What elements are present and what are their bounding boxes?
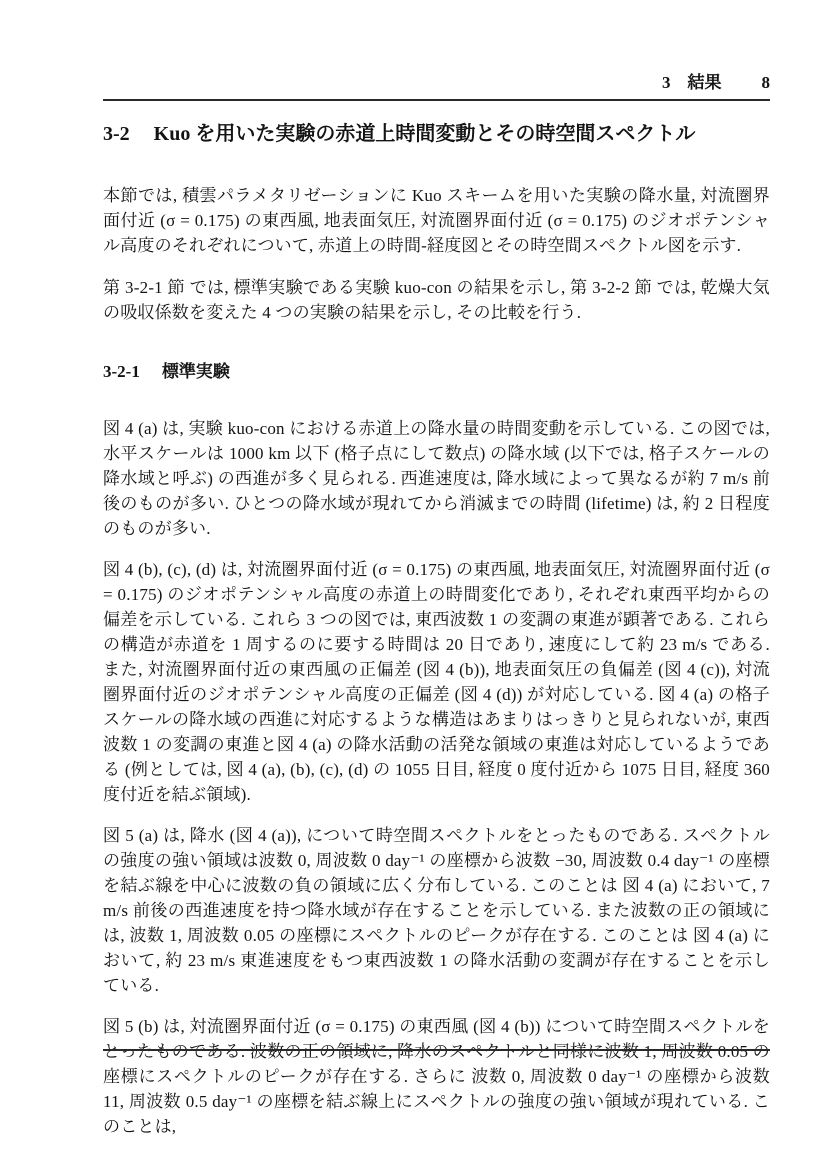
section-heading [103,120,770,148]
running-head-section-number: 3 [662,73,671,92]
text-block [103,0,770,1139]
running-head [103,72,770,94]
section-heading-number: 3-2 [103,123,130,145]
section-heading-title: Kuo を用いた実験の赤道上時間変動とその時空間スペクトル [153,123,696,145]
page-number: 8 [761,73,770,92]
subsection-heading-title: 標準実験 [161,362,230,381]
paragraph-fig4bcd: 図 4 (b), (c), (d) は, 対流圏界面付近 (σ = 0.175) の東西風, 地表面気圧, 対流圏界面付近 (σ = 0.175) のジオポテンシャル高度の赤道上の時間変化であり, それぞれ東西平均からの偏差を示している. これら 3 つの図では, 東西波数 1 の変調の東進が顕著である. これらの構造が赤道を 1 周するのに要する時間は 20 日であり, 速度にして約 23 m/s である. また, 対流圏界面付近の東西風の正偏差 (図 4 (b)), 地表面気圧の負偏差 (図 4 (c)), 対流圏界面付近のジオポテンシャル高度の正偏差 (図 4 (d)) が対応している. 図 4 (a) の格子スケールの降水域の西進に対応するような構造はあまりはっきりと見られないが, 東西波数 1 の変調の東進と図 4 (a) の降水活動の活発な領域の東進は対応しているようである (例としては, 図 4 (a), (b), (c), (d) の 1055 日目, 経度 0 度付近から 1075 日目, 経度 360 度付近を結ぶ領域). [103,560,770,804]
paragraph-fig4a: 図 4 (a) は, 実験 kuo-con における赤道上の降水量の時間変動を示している. この図では, 水平スケールは 1000 km 以下 (格子点にして数点) の降水域 (以下では, 格子スケールの降水域と呼ぶ) の西進が多く見られる. 西進速度は, 降水域によって異なるが約 7 m/s 前後のものが多い. ひとつの降水域が現れてから消滅までの時間 (lifetime) は, 約 2 日程度のものが多い. [103,419,770,538]
subsection-heading [103,361,770,383]
paragraph-outline: 第 3-2-1 節 では, 標準実験である実験 kuo-con の結果を示し, 第 3-2-2 節 では, 乾燥大気の吸収係数を変えた 4 つの実験の結果を示し, その比較を行う. [103,278,770,322]
subsection-heading-number: 3-2-1 [103,362,140,381]
paragraph-intro: 本節では, 積雲パラメタリゼーションに Kuo スキームを用いた実験の降水量, 対流圏界面付近 (σ = 0.175) の東西風, 地表面気圧, 対流圏界面付近 (σ = 0.175) のジオポテンシャル高度のそれぞれについて, 赤道上の時間-経度図とその時空間スペクトル図を示す. [103,186,770,255]
header-rule [103,99,770,101]
paragraph-fig5a: 図 5 (a) は, 降水 (図 4 (a)), について時空間スペクトルをとったものである. スペクトルの強度の強い領域は波数 0, 周波数 0 day⁻¹ の座標から波数 −30, 周波数 0.4 day⁻¹ の座標を結ぶ線を中心に波数の負の領域に広く分布している. このことは 図 4 (a) において, 7 m/s 前後の西進速度を持つ降水域が存在することを示している. また波数の正の領域には, 波数 1, 周波数 0.05 の座標にスペクトルのピークが存在する. このことは 図 4 (a) において, 約 23 m/s 東進速度をもつ東西波数 1 の降水活動の変調が存在することを示している. [103,826,770,995]
running-head-section-title: 結果 [687,73,722,92]
footer-rule [103,1049,770,1051]
paragraph-fig5b: 図 5 (b) は, 対流圏界面付近 (σ = 0.175) の東西風 (図 4 (b)) について時空間スペクトルをとったものである. 波数の正の領域に, 降水のスペクトルと同様に波数 1, 周波数 0.05 の座標にスペクトルのピークが存在する. さらに 波数 0, 周波数 0 day⁻¹ の座標から波数 11, 周波数 0.5 day⁻¹ の座標を結ぶ線上にスペクトルの強度の強い領域が現れている. このことは, [103,1017,770,1136]
